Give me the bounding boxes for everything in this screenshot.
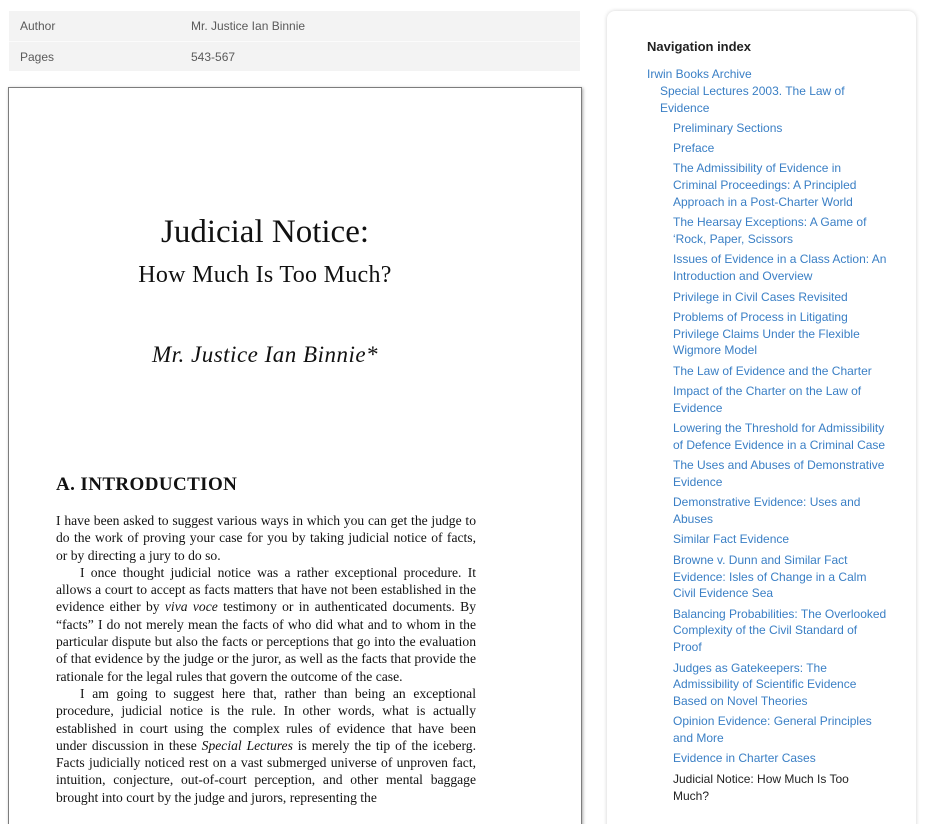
nav-item-chapter[interactable]: Browne v. Dunn and Similar Fact Evidence: Isles of Change in a Calm Civil Evidence Sea bbox=[673, 552, 867, 601]
navigation-heading: Navigation index bbox=[647, 39, 752, 54]
paragraph-2-a: I once thought judicial notice was a rather exceptional procedure. It allows a court to accept as facts matters that have not been established in the evidence either by bbox=[56, 564, 476, 615]
metadata-table bbox=[9, 11, 580, 71]
nav-item-chapter[interactable]: Similar Fact Evidence bbox=[673, 532, 790, 547]
nav-item-chapter[interactable]: Issues of Evidence in a Class Action: An Introduction and Overview bbox=[673, 252, 887, 284]
nav-item-chapter[interactable]: Demonstrative Evidence: Uses and Abuses bbox=[673, 495, 861, 527]
nav-item-current: Judicial Notice: How Much Is Too Much? bbox=[673, 771, 849, 803]
paragraph-3-a: I am going to suggest here that, rather than being an exceptional procedure, judicial notice is the rule. In other words, what is actually established in court using the complex rules of evidence that have been under discussion in these bbox=[56, 685, 476, 753]
author-value: Mr. Justice Ian Binnie bbox=[191, 19, 306, 33]
document-subtitle: How Much Is Too Much? bbox=[138, 262, 392, 288]
nav-item-chapter[interactable]: Opinion Evidence: General Principles and More bbox=[673, 714, 872, 746]
paragraph-2-b: testimony or in authenticated documents. By “facts” I do not merely mean the facts of who did what and to whom in the particular dispute but also the facts or perceptions that go into the evaluation of that evidence by the judge or the juror, as well as the facts that provide the rationale for the legal rules that govern the outcome of the case. bbox=[56, 599, 476, 684]
nav-item-chapter[interactable]: Lowering the Threshold for Admissibility of Defence Evidence in a Criminal Case bbox=[673, 421, 886, 452]
nav-item-chapter[interactable]: Judges as Gatekeepers: The Admissibility of Scientific Evidence Based on Novel Theories bbox=[673, 660, 857, 709]
nav-item-chapter[interactable]: Preface bbox=[673, 141, 715, 156]
paragraph-2 bbox=[56, 564, 476, 685]
chapter-list bbox=[647, 120, 887, 767]
navigation-index bbox=[607, 11, 916, 824]
pages-value: 543-567 bbox=[191, 49, 236, 64]
section-heading: A. INTRODUCTION bbox=[56, 474, 238, 495]
paragraph-3-italic: Special Lectures bbox=[201, 737, 293, 753]
nav-item-chapter[interactable]: Preliminary Sections bbox=[673, 120, 783, 135]
paragraph-1: I have been asked to suggest various ways in which you can get the judge to do the work of proving your case for you by taking judicial notice of facts, or by directing a jury to do so. bbox=[56, 513, 476, 563]
body-text bbox=[56, 512, 476, 806]
metadata-row-author bbox=[9, 11, 580, 41]
nav-item-book[interactable]: Special Lectures 2003. The Law of Evidence bbox=[660, 83, 845, 115]
pages-label: Pages bbox=[20, 49, 55, 64]
paragraph-3 bbox=[56, 685, 476, 806]
nav-item-chapter[interactable]: The Hearsay Exceptions: A Game of ‘Rock, Paper, Scissors bbox=[673, 215, 867, 247]
nav-item-chapter[interactable]: Evidence in Charter Cases bbox=[673, 751, 816, 766]
document-title: Judicial Notice: bbox=[160, 214, 370, 250]
nav-item-chapter[interactable]: The Admissibility of Evidence in Criminal Proceedings: A Principled Approach in a Post-Charter World bbox=[673, 161, 857, 210]
page-preview bbox=[8, 87, 582, 824]
nav-item-chapter[interactable]: The Uses and Abuses of Demonstrative Evidence bbox=[673, 458, 885, 490]
nav-item-chapter[interactable]: The Law of Evidence and the Charter bbox=[673, 363, 872, 378]
paragraph-3-b: is merely the tip of the iceberg. Facts judicially noticed rest on a vast submerged universe of unproven fact, intuition, conjecture, out-of-court perception, and other mental baggage brought into court by the judge and jurors, representing the bbox=[56, 737, 476, 805]
metadata-row-pages bbox=[9, 41, 580, 71]
nav-item-chapter[interactable]: Privilege in Civil Cases Revisited bbox=[673, 289, 848, 304]
paragraph-2-italic: viva voce bbox=[164, 599, 218, 615]
nav-item-chapter[interactable]: Balancing Probabilities: The Overlooked Complexity of the Civil Standard of Proof bbox=[673, 606, 887, 655]
nav-item-chapter[interactable]: Problems of Process in Litigating Privilege Claims Under the Flexible Wigmore Model bbox=[673, 309, 860, 358]
navigation-list bbox=[647, 66, 887, 804]
nav-item-root[interactable]: Irwin Books Archive bbox=[647, 67, 752, 81]
author-label: Author bbox=[20, 19, 56, 33]
document-author: Mr. Justice Ian Binnie* bbox=[151, 342, 379, 367]
nav-item-chapter[interactable]: Impact of the Charter on the Law of Evidence bbox=[673, 384, 862, 415]
